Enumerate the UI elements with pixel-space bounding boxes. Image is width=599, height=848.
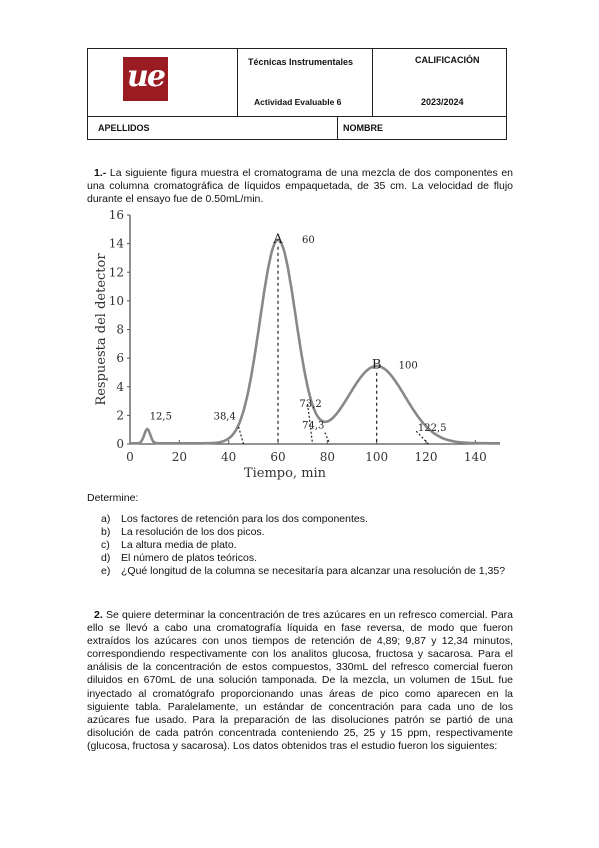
x-tick-label: 120	[414, 450, 438, 464]
item-letter: e)	[101, 565, 111, 577]
item-text: El número de platos teóricos.	[121, 552, 257, 564]
item-text: La resolución de los dos picos.	[121, 526, 265, 538]
y-tick-label: 4	[116, 379, 124, 394]
chart-annotation: 12,5	[149, 411, 172, 423]
activity-title: Actividad Evaluable 6	[254, 97, 342, 107]
academic-year: 2023/2024	[421, 97, 464, 107]
grade-label: CALIFICACIÓN	[415, 55, 480, 65]
x-tick-label: 80	[319, 450, 335, 464]
y-tick-label: 16	[108, 208, 124, 222]
question-1-list	[101, 513, 513, 578]
name-row	[88, 116, 506, 141]
chart-annotation: 38,4	[213, 411, 236, 423]
x-tick-label: 60	[270, 450, 286, 464]
y-axis-label: Respuesta del detector	[94, 253, 109, 406]
tangent-line	[239, 427, 244, 444]
question-1-number: 1.-	[94, 167, 107, 179]
chart-annotation: 73,2	[299, 398, 322, 410]
determine-label: Determine:	[87, 492, 139, 504]
chart-annotation: 74,3	[302, 420, 325, 432]
peak-value-label: 100	[398, 360, 418, 372]
x-tick-label: 0	[126, 450, 134, 464]
x-axis-label: Tiempo, min	[243, 466, 327, 481]
chart-annotation: 122,5	[417, 423, 447, 435]
course-title: Técnicas Instrumentales	[248, 57, 354, 67]
list-item	[101, 526, 513, 539]
chromatogram-chart	[85, 205, 505, 487]
logo-text: ue	[127, 59, 164, 94]
list-item	[101, 552, 513, 565]
peak-letter: B	[371, 357, 382, 373]
chromatogram-trace	[130, 240, 500, 443]
question-1-text	[87, 167, 513, 206]
question-2-number: 2.	[94, 609, 103, 621]
item-letter: c)	[101, 539, 110, 551]
item-text: ¿Qué longitud de la columna se necesitaría para alcanzar una resolución de 1,35?	[121, 565, 506, 577]
item-text: Los factores de retención para los dos componentes.	[121, 513, 368, 525]
x-tick-label: 140	[463, 450, 487, 464]
list-item	[101, 513, 513, 526]
y-tick-label: 0	[116, 437, 124, 451]
peak-letter: A	[273, 231, 283, 247]
question-2-text	[87, 609, 513, 753]
question-1-body: La siguiente figura muestra el cromatograma de una mezcla de dos componentes en una columna cromatográfica de líquidos empaquetada, de 35 cm. La velocidad de flujo durante el ensayo fue de 0.50mL/min.	[87, 167, 514, 206]
logo-cell	[88, 49, 238, 116]
question-2-body: Se quiere determinar la concentración de tres azúcares en un refresco comercial. Para ello se llevó a cabo una cromatografía líquida en fase reversa, de modo que fueron extraídos los azúcares con unos tiempos de retención de 4,89; 9,87 y 12,34 minutos, correspondiendo respectivamente con los analitos glucosa, fructosa y sacarosa. Para el análisis de la concentración de estos compuestos, 330mL del refresco comercial fueron diluidos en 670mL de una solución tamponada. De la mezcla, un volumen de 15uL fue inyectado al cromatógrafo proporcionando unas áreas de pico como aparecen en la siguiente tabla. Paralelamente, un estándar de concentración para cada uno de los azúcares fue usado. Para la preparación de las disoluciones patrón se partió de una disolución de cada patrón concentrada conteniendo 25, 25 y 15 ppm, respectivamente (glucosa, fructosa y sacarosa). Los datos obtenidos tras el estudio fueron los siguientes:	[87, 609, 513, 752]
item-text: La altura media de plato.	[121, 539, 237, 551]
surname-cell	[88, 117, 338, 140]
y-tick-label: 10	[108, 293, 124, 308]
y-tick-label: 2	[116, 408, 124, 423]
x-tick-label: 20	[171, 450, 187, 464]
university-logo	[123, 57, 168, 101]
list-item	[101, 565, 513, 578]
y-tick-label: 14	[108, 236, 124, 251]
list-item	[101, 539, 513, 552]
x-tick-label: 40	[221, 450, 237, 464]
y-tick-label: 12	[108, 265, 124, 280]
y-tick-label: 8	[116, 322, 124, 337]
y-tick-label: 6	[116, 351, 124, 366]
item-letter: d)	[101, 552, 111, 564]
name-label: NOMBRE	[343, 123, 383, 133]
header-table	[87, 48, 507, 140]
surname-label: APELLIDOS	[98, 123, 150, 133]
x-tick-label: 100	[365, 450, 389, 464]
peak-value-label: 60	[302, 234, 315, 246]
item-letter: a)	[101, 513, 111, 525]
item-letter: b)	[101, 526, 111, 538]
course-cell	[238, 49, 373, 116]
